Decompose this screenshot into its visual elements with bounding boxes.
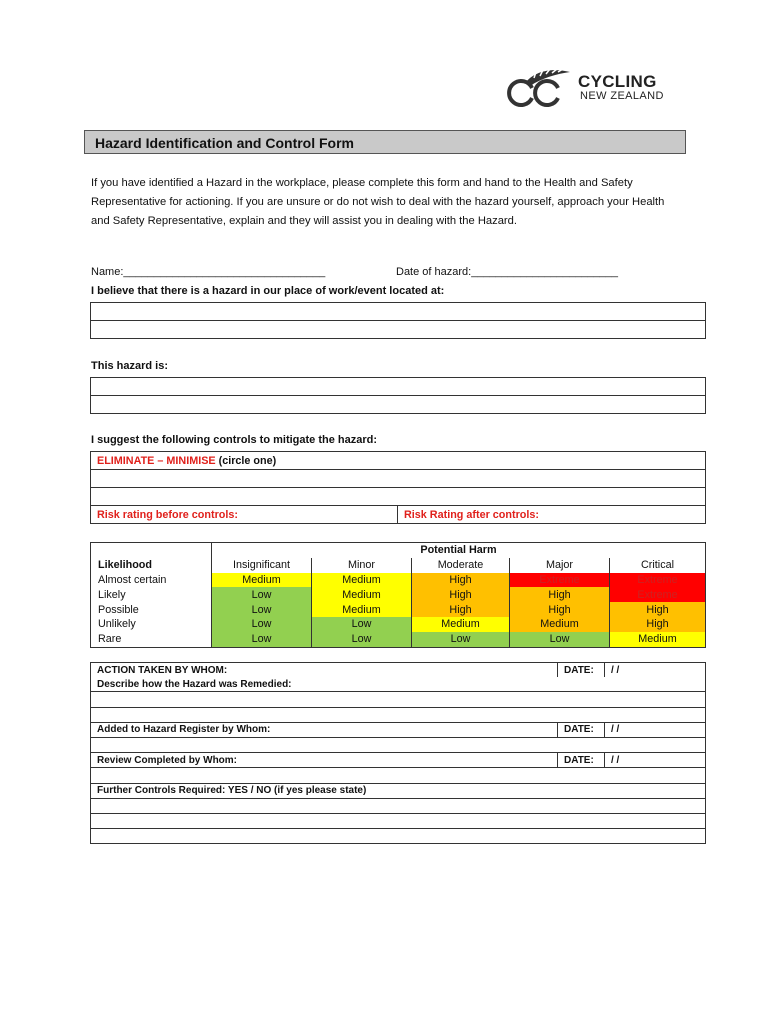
harm-level: Minor [312, 558, 412, 573]
matrix-cell: Low [312, 632, 412, 647]
risk-matrix [90, 542, 706, 648]
controls-line-1[interactable] [91, 470, 706, 488]
review-date-label: DATE: [558, 753, 605, 768]
matrix-cell: Extreme [610, 573, 706, 588]
likelihood-label: Likely [98, 588, 126, 601]
likelihood-label: Almost certain [98, 573, 167, 586]
controls-line-2[interactable] [91, 488, 706, 506]
further-line-1[interactable] [91, 798, 706, 813]
register-date-label: DATE: [558, 722, 605, 737]
action-taken-by[interactable]: ACTION TAKEN BY WHOM: [91, 663, 558, 678]
likelihood-label: Unlikely [98, 618, 136, 631]
register-by[interactable]: Added to Hazard Register by Whom: [91, 722, 558, 737]
likelihood-header: Likelihood [98, 559, 152, 572]
potential-harm-header: Potential Harm [212, 543, 706, 558]
cycling-nz-logo [506, 68, 676, 108]
date-of-hazard-field[interactable]: Date of hazard:________________________ [396, 266, 619, 278]
circle-one-note: (circle one) [218, 454, 277, 467]
matrix-cell: Medium [212, 573, 312, 588]
matrix-cell: Low [312, 617, 412, 632]
controls-label: I suggest the following controls to mitigate the hazard: [91, 434, 378, 446]
matrix-corner [91, 543, 212, 558]
matrix-cell: Low [212, 602, 312, 617]
logo-wordmark: CYCLING [578, 72, 657, 91]
form-title: Hazard Identification and Control Form [84, 130, 686, 154]
matrix-cell: Low [510, 632, 610, 647]
matrix-cell: High [510, 602, 610, 617]
matrix-cell: Medium [412, 617, 510, 632]
remedy-line-2[interactable] [91, 707, 706, 722]
eliminate-option[interactable]: ELIMINATE [97, 454, 155, 467]
further-line-3[interactable] [91, 829, 706, 844]
hazard-is-label: This hazard is: [91, 360, 169, 372]
register-date-field[interactable]: / / [605, 722, 706, 737]
matrix-cell: High [412, 573, 510, 588]
remedy-line-1[interactable] [91, 692, 706, 707]
matrix-cell: Extreme [610, 587, 706, 602]
action-date-label: DATE: [558, 663, 605, 678]
matrix-cell: High [510, 587, 610, 602]
risk-rating-before[interactable]: Risk rating before controls: [91, 506, 398, 524]
option-dash: – [157, 454, 164, 467]
matrix-cell: Medium [610, 632, 706, 647]
logo-subtitle: NEW ZEALAND [580, 90, 664, 102]
review-line[interactable] [91, 768, 706, 783]
review-by[interactable]: Review Completed by Whom: [91, 753, 558, 768]
matrix-cell: High [610, 602, 706, 617]
matrix-cell: High [412, 602, 510, 617]
matrix-cell: Low [412, 632, 510, 647]
fern-logo-icon [506, 68, 578, 108]
matrix-cell: Medium [510, 617, 610, 632]
matrix-cell: Medium [312, 587, 412, 602]
matrix-cell: Medium [312, 602, 412, 617]
matrix-cell: Low [212, 632, 312, 647]
location-line-1[interactable] [91, 303, 706, 321]
matrix-cell: High [412, 587, 510, 602]
matrix-cell: High [610, 617, 706, 632]
name-field[interactable]: Name:_________________________________ [91, 266, 326, 278]
minimise-option[interactable]: MINIMISE [166, 454, 216, 467]
action-section [90, 662, 706, 844]
matrix-cell: Low [212, 617, 312, 632]
describe-remedy[interactable]: Describe how the Hazard was Remedied: [91, 677, 706, 692]
eliminate-minimise-row [91, 452, 706, 470]
harm-level: Major [510, 558, 610, 573]
hazard-line-2[interactable] [91, 396, 706, 414]
matrix-cell: Low [212, 587, 312, 602]
action-date-field[interactable]: / / [605, 663, 706, 678]
intro-paragraph: If you have identified a Hazard in the workplace, please complete this form and hand to the Health and Safety Representative for actioning. If you are unsure or do not wish to deal with the hazard yourself, approach your Health and Safety Representative, explain and they will assist you in dealing with the Hazard. [91, 177, 665, 227]
further-controls[interactable]: Further Controls Required: YES / NO (if yes please state) [91, 783, 706, 798]
likelihood-label: Rare [98, 633, 122, 646]
location-box [90, 302, 706, 339]
hazard-description-box [90, 377, 706, 414]
matrix-cell: Medium [312, 573, 412, 588]
matrix-cell: Extreme [510, 573, 610, 588]
further-line-2[interactable] [91, 813, 706, 828]
location-label: I believe that there is a hazard in our place of work/event located at: [91, 285, 445, 297]
register-line[interactable] [91, 737, 706, 752]
controls-box [90, 451, 706, 524]
likelihood-label: Possible [98, 603, 139, 616]
harm-level: Insignificant [212, 558, 312, 573]
harm-level: Moderate [412, 558, 510, 573]
hazard-line-1[interactable] [91, 378, 706, 396]
harm-level: Critical [610, 558, 706, 573]
risk-rating-after[interactable]: Risk Rating after controls: [398, 506, 706, 524]
review-date-field[interactable]: / / [605, 753, 706, 768]
location-line-2[interactable] [91, 321, 706, 339]
